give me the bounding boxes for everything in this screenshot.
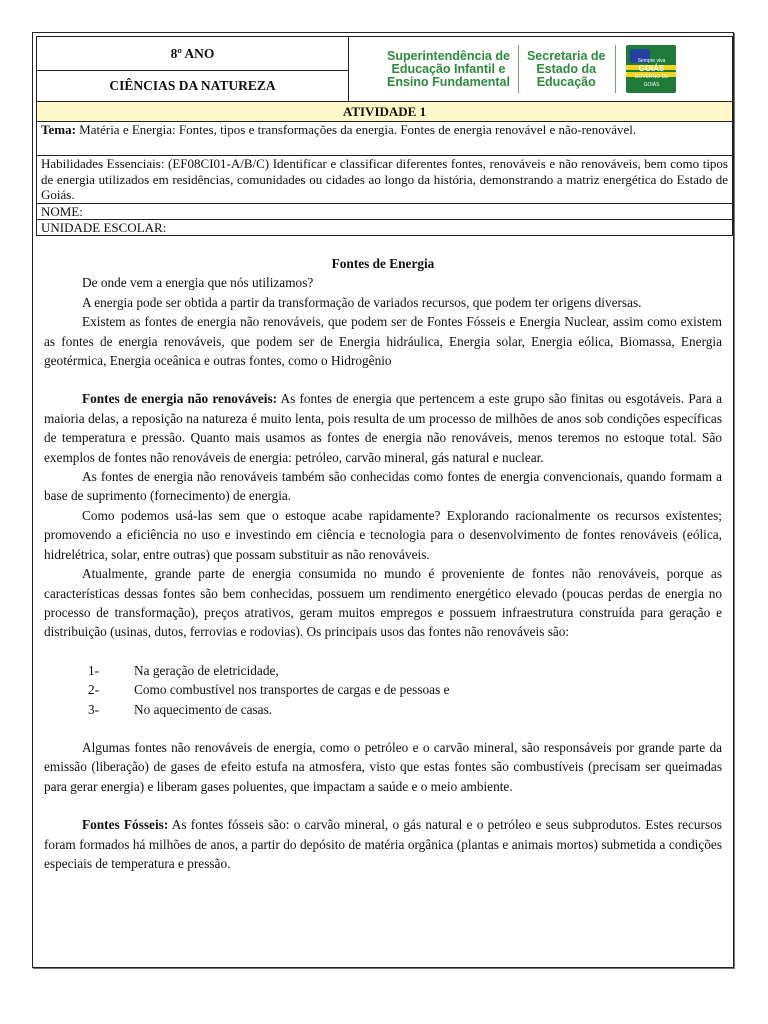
logo-right-line3: Educação: [536, 74, 596, 89]
subject-cell: [37, 71, 349, 102]
grade-cell: [37, 37, 349, 71]
tema-cell: [37, 122, 733, 156]
habilidades-text: Habilidades Essenciais: (EF08CI01-A/B/C) Identificar e classificar diferentes fontes, renováveis e não renováveis, bem como tipos de energia utilizados em residências, comunidades ou cidades ao longo da história, demonstrando a matriz energética do Estado de Goiás.: [41, 156, 728, 202]
tema-label: Tema:: [41, 122, 76, 137]
paragraph-8: Algumas fontes não renováveis de energia, como o petróleo e o carvão mineral, são responsáveis por grande parte da emissão (liberação) de gases de efeito estufa na atmosfera, visto que estas fontes são combustíveis (precisam ser queimadas para gerar energia) e liberam gases poluentes, que impactam a saúde e o meio ambiente.: [44, 739, 722, 794]
habilidades-cell: [37, 156, 733, 204]
logo-right-line2: Estado da: [536, 61, 597, 76]
logo-divider-2: [615, 45, 616, 93]
section-title: Fontes de Energia: [331, 256, 435, 271]
paragraph-2: A energia pode ser obtida a partir da transformação de variados recursos, que podem ter origens diversas.: [82, 294, 642, 310]
seal-small-text: GOVERNO DE GOIÁS: [634, 74, 669, 88]
seal-top-text: Sempre viva: [637, 58, 666, 64]
grade-label: 8º ANO: [170, 45, 215, 61]
header-section: [36, 36, 732, 236]
logo-left-line1: Superintendência de: [387, 48, 510, 63]
paragraph-9-heading: Fontes Fósseis:: [82, 817, 169, 833]
paragraph-9-text: As fontes fósseis são: o carvão mineral, o gás natural e o petróleo e seus subprodutos. Estes recursos foram formados há milhões de anos, a partir do depósito de matéria orgânica (plantas e animais mortos) submetida a condições especiais de temperatura e pressão.: [44, 817, 722, 871]
subject-label: CIÊNCIAS DA NATUREZA: [109, 78, 276, 94]
tema-text: Matéria e Energia: Fontes, tipos e transformações da energia. Fontes de energia renovável e não-renovável.: [75, 122, 637, 137]
paragraph-4-text: As fontes de energia que pertencem a este grupo são finitas ou esgotáveis. Para a maioria delas, a reposição na natureza é muito lenta, pois resulta de um processo de milhões de anos sob condições específicas de temperatura e pressão. Quanto mais usamos as fontes de energia não renováveis, menos teremos no estoque total. São exemplos de fontes não renováveis de energia: petróleo, carvão mineral, gás natural e nuclear.: [44, 391, 722, 465]
paragraph-4: [44, 389, 722, 467]
logo-left-line2: Educação Infantil e: [391, 61, 506, 76]
uses-list: [44, 661, 722, 719]
logos-cell: [349, 37, 733, 102]
activity-title: ATIVIDADE 1: [37, 102, 733, 122]
paragraph-4-heading: Fontes de energia não renováveis:: [82, 391, 278, 407]
nome-label: NOME:: [41, 203, 83, 219]
unidade-label: UNIDADE ESCOLAR:: [41, 219, 167, 235]
superintendencia-logo: [387, 50, 510, 89]
logo-right-line1: Secretaria de: [526, 48, 606, 63]
goias-seal-icon: [626, 45, 676, 93]
list-item: 2- Como combustível nos transportes de cargas e de pessoas e: [88, 682, 450, 698]
list-item: 3- No aquecimento de casas.: [88, 701, 273, 717]
logo-left-line3: Ensino Fundamental: [387, 74, 510, 89]
seal-text: GOIÁS: [638, 64, 665, 73]
paragraph-7: Atualmente, grande parte de energia consumida no mundo é proveniente de fontes não renováveis, porque as características dessas fontes são bem conhecidas, possuem um rendimento energético elevado (poucas perdas de energia no processo de transformação), preços atrativos, geram muitos empregos e possuem infraestrutura construída para geração e distribuição (usinas, dutos, ferrovias e rodovias). Os principais usos das fontes não renováveis são:: [44, 566, 722, 640]
logo-divider: [518, 45, 519, 93]
paragraph-1: De onde vem a energia que nós utilizamos?: [82, 275, 314, 291]
nome-field[interactable]: [37, 203, 733, 219]
list-item: 1- Na geração de eletricidade,: [88, 662, 279, 678]
paragraph-3: Existem as fontes de energia não renováveis, que podem ser de Fontes Fósseis e Energia Nuclear, assim como existem as fontes de energia renováveis, que podem ser de Energia hidráulica, Energia solar, Energia eólica, Biomassa, Energia geotérmica, Energia oceânica e outras fontes, como o Hidrogênio: [44, 314, 722, 369]
paragraph-9: [44, 815, 722, 873]
unidade-escolar-field[interactable]: [37, 219, 733, 235]
document-body: [44, 254, 722, 873]
header-table: [36, 36, 733, 236]
paragraph-5: As fontes de energia não renováveis também são conhecidas como fontes de energia convencionais, quando formam a base de suprimento (fornecimento) de energia.: [44, 469, 722, 504]
secretaria-logo: [527, 50, 606, 89]
paragraph-6: Como podemos usá-las sem que o estoque acabe rapidamente? Explorando racionalmente os recursos existentes; promovendo a eficiência no uso e investindo em ciência e tecnologia para o desenvolvimento de fontes renováveis (eólica, hidrelétrica, solar, entre outras) que possam substituir as não renováveis.: [44, 507, 722, 562]
